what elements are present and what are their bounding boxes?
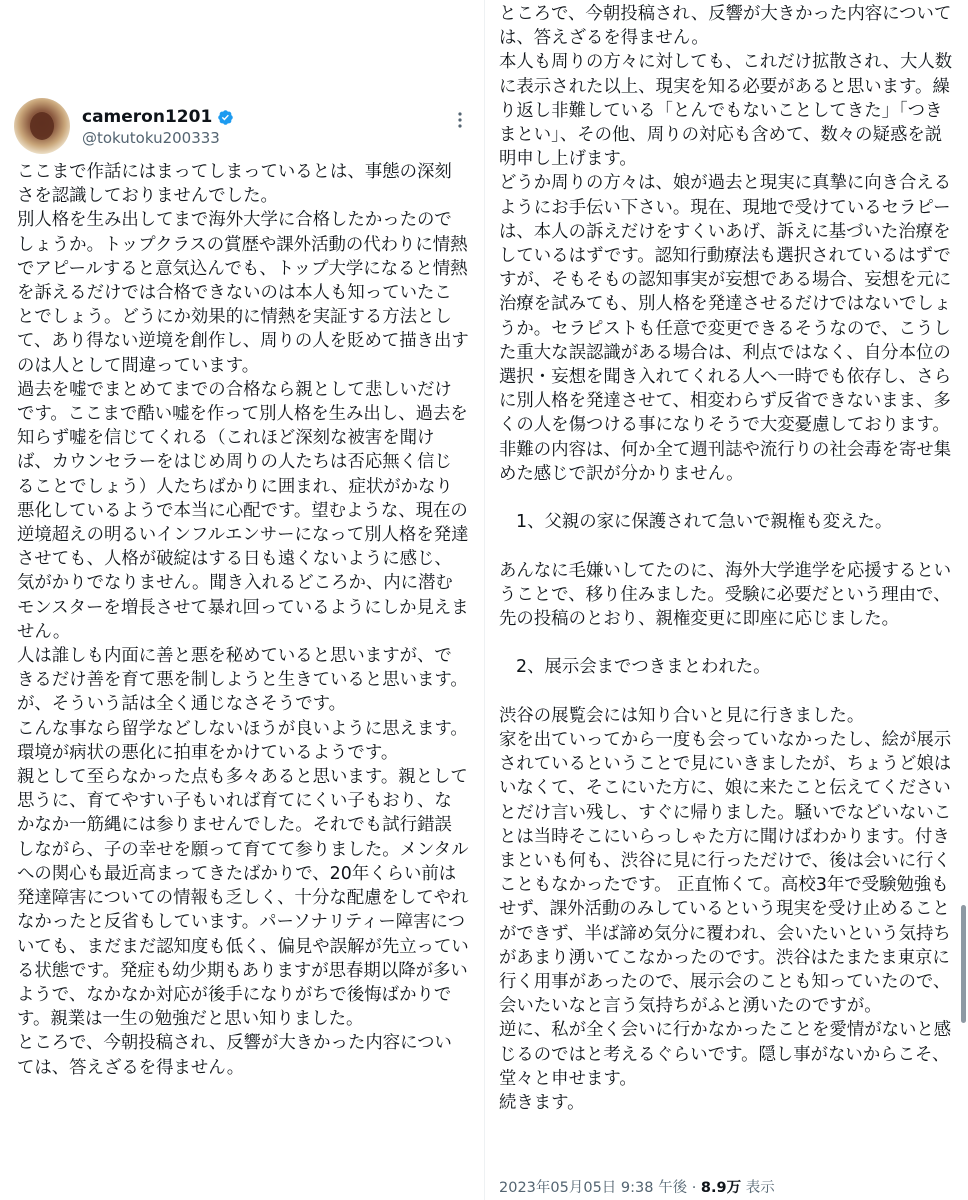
tweet-paragraph: ところで、今朝投稿され、反響が大きかった内容については、答えざるを得ません。 (499, 4, 952, 49)
scrollbar-thumb[interactable] (961, 905, 966, 1023)
right-column (484, 0, 968, 1200)
tweet-header (14, 98, 470, 158)
blank-line (499, 486, 957, 510)
tweet-paragraph: どうか周りの方々は、娘が過去と現実に真摯に向き合えるようにお手伝い下さい。現在、現地で受けているセラピーは、本人の訴えだけをすくいあげ、訴えに基づいた治療をしているはずです。認知行動療法も選択されているはずですが、そもそもの認知事実が妄想である場合、妄想を元に治療を試みても、別人格を発達させるだけではないでしょうか。セラピストも任意で変更できるそうなので、こうした重大な誤認識がある場合は、利点ではなく、自分本位の選択・妄想を聞き入れてくれる人へ一時でも依存し、さらに別人格を発達させて、相変わらず反省できないまま、多くの人を傷つける事になりそうで大変憂慮しております。 (499, 173, 952, 436)
tweet-paragraph: 本人も周りの方々に対しても、これだけ拡散され、大人数に表示された以上、現実を知る必要があると思います。繰り返し非難している「とんでもないことしてきた」「つきまとい」、その他、周りの対応も含めて、数々の疑惑を説明申し上げます。 (499, 52, 953, 170)
tweet-paragraph: 1、父親の家に保護されて急いで親権も変えた。 (516, 512, 893, 533)
tweet-meta (499, 1176, 775, 1197)
more-options-icon[interactable] (450, 110, 470, 130)
tweet-paragraph: ここまで作話にはまってしまっているとは、事態の深刻さを認識しておりませんでした。 (17, 162, 452, 207)
tweet-paragraph: あんなに毛嫌いしてたのに、海外大学進学を応援するということで、移り住みました。受験に必要だという理由で、先の投稿のとおり、親権変更に即座に応じました。 (499, 560, 952, 630)
name-row (82, 106, 234, 128)
continued-label: 続きます。 (499, 1093, 585, 1114)
tweet-paragraph: 渋谷の展覧会には知り合いと見に行きました。 (499, 705, 865, 726)
tweet-body-left (17, 160, 469, 1080)
avatar[interactable] (14, 98, 70, 154)
tweet-paragraph: こんな事なら留学などしないほうが良いように思えます。環境が病状の悪化に拍車をかけているようです。 (17, 718, 468, 763)
tweet-paragraph: 別人格を生み出してまで海外大学に合格したかったのでしょうか。トップクラスの賞歴や課外活動の代わりに情熱でアピールすると意気込んでも、トップ大学になると情熱を訴えるだけでは合格できないのは本人も知っていたことでしょう。どうにか効果的に情熱を実証する方法として、あり得ない逆境を創作し、周りの人を貶めて描き出すのは人として間違っています。 (17, 210, 469, 376)
tweet-timestamp[interactable]: 2023年05月05日 9:38 午後 (499, 1180, 688, 1196)
blank-line (499, 534, 957, 558)
verified-badge-icon (217, 109, 234, 126)
tweet-paragraph: 人は誰しも内面に善と悪を秘めていると思いますが、できるだけ善を育て悪を制しようと生きていると思います。が、そういう話は全く通じなさそうです。 (17, 646, 468, 715)
tweet-body-right (499, 2, 957, 1115)
blank-line (499, 680, 957, 704)
tweet-paragraph: 過去を嘘でまとめてまでの合格なら親として悲しいだけです。ここまで酷い嘘を作って別人格を生み出し、過去を知らず嘘を信じてくれる（これほど深刻な被害を聞けば、カウンセラーをはじめ周りの人たちは否応無く信じることでしょう）人たちばかりに囲まれ、症状がかなり悪化しているようで本当に心配です。望むような、現在の逆境超えの明るいインフルエンサーになって別人格を発達させても、人格が破綻はする日も遠くないように感じ、気がかりでなりません。聞き入れるどころか、内に潜むモンスターを増長させて暴れ回っているようにしか見えません。 (17, 379, 469, 642)
tweet-paragraph: 非難の内容は、何か全て週刊誌や流行りの社会毒を寄せ集めた感じで訳が分かりません。 (499, 439, 952, 484)
views-label: 表示 (741, 1180, 775, 1196)
views-count[interactable]: 8.9万 (700, 1180, 742, 1196)
tweet-paragraph: 親として至らなかった点も多々あると思います。親として思うに、育てやすい子もいれば育てにくい子もおり、なかなか一筋縄には参りませんでした。それでも試行錯誤しながら、子の幸せを願って育てて参りました。メンタルへの関心も最近高まってきたばかりで、20年くらい前は発達障害についての情報も乏しく、十分な配慮をしてやれなかったと反省もしています。パーソナリティー障害についても、まだまだ認知度も低く、偏見や誤解が先立っている状態です。発症も幼少期もありますが思春期以降が多いようで、なかなか対応が後手になりがちで後悔ばかりです。親業は一生の勉強だと思い知りました。 (17, 767, 469, 1030)
user-handle[interactable]: @tokutoku200333 (82, 129, 220, 147)
tweet-paragraph: 家を出ていってから一度も会っていなかったし、絵が展示されているということで見にいきましたが、ちょうど娘はいなくて、そこにいた方に、娘に来たこと伝えてくださいとだけ言い残し、すぐに帰りました。騒いでなどいないことは当時そこにいらっしゃた方に聞けばわかります。付きまといも何も、渋谷に見に行っただけで、後は会いに行くこともなかったです。 正直怖くて。高校3年で受験勉強もせず、課外活動のみしているという現実を受け止めることができず、半ば諦め気分に覆われ、会いたいという気持ちがあまり湧いてこなかったのです。渋谷はたまたま東京に行く用事があったので、展示会のことも知っていたので、会いたいなと言う気持ちがふと湧いたのですが。 (499, 730, 952, 1017)
blank-line (499, 631, 957, 655)
display-name[interactable]: cameron1201 (82, 107, 213, 127)
tweet-paragraph: 2、展示会までつきまとわれた。 (516, 657, 771, 678)
tweet-paragraph: 逆に、私が全く会いに行かなかったことを愛情がないと感じるのではと考えるぐらいです。隠し事がないからこそ、堂々と申せます。 (499, 1020, 952, 1089)
meta-separator: · (687, 1180, 701, 1196)
tweet-paragraph: ところで、今朝投稿され、反響が大きかった内容については、答えざるを得ません。 (17, 1033, 452, 1078)
